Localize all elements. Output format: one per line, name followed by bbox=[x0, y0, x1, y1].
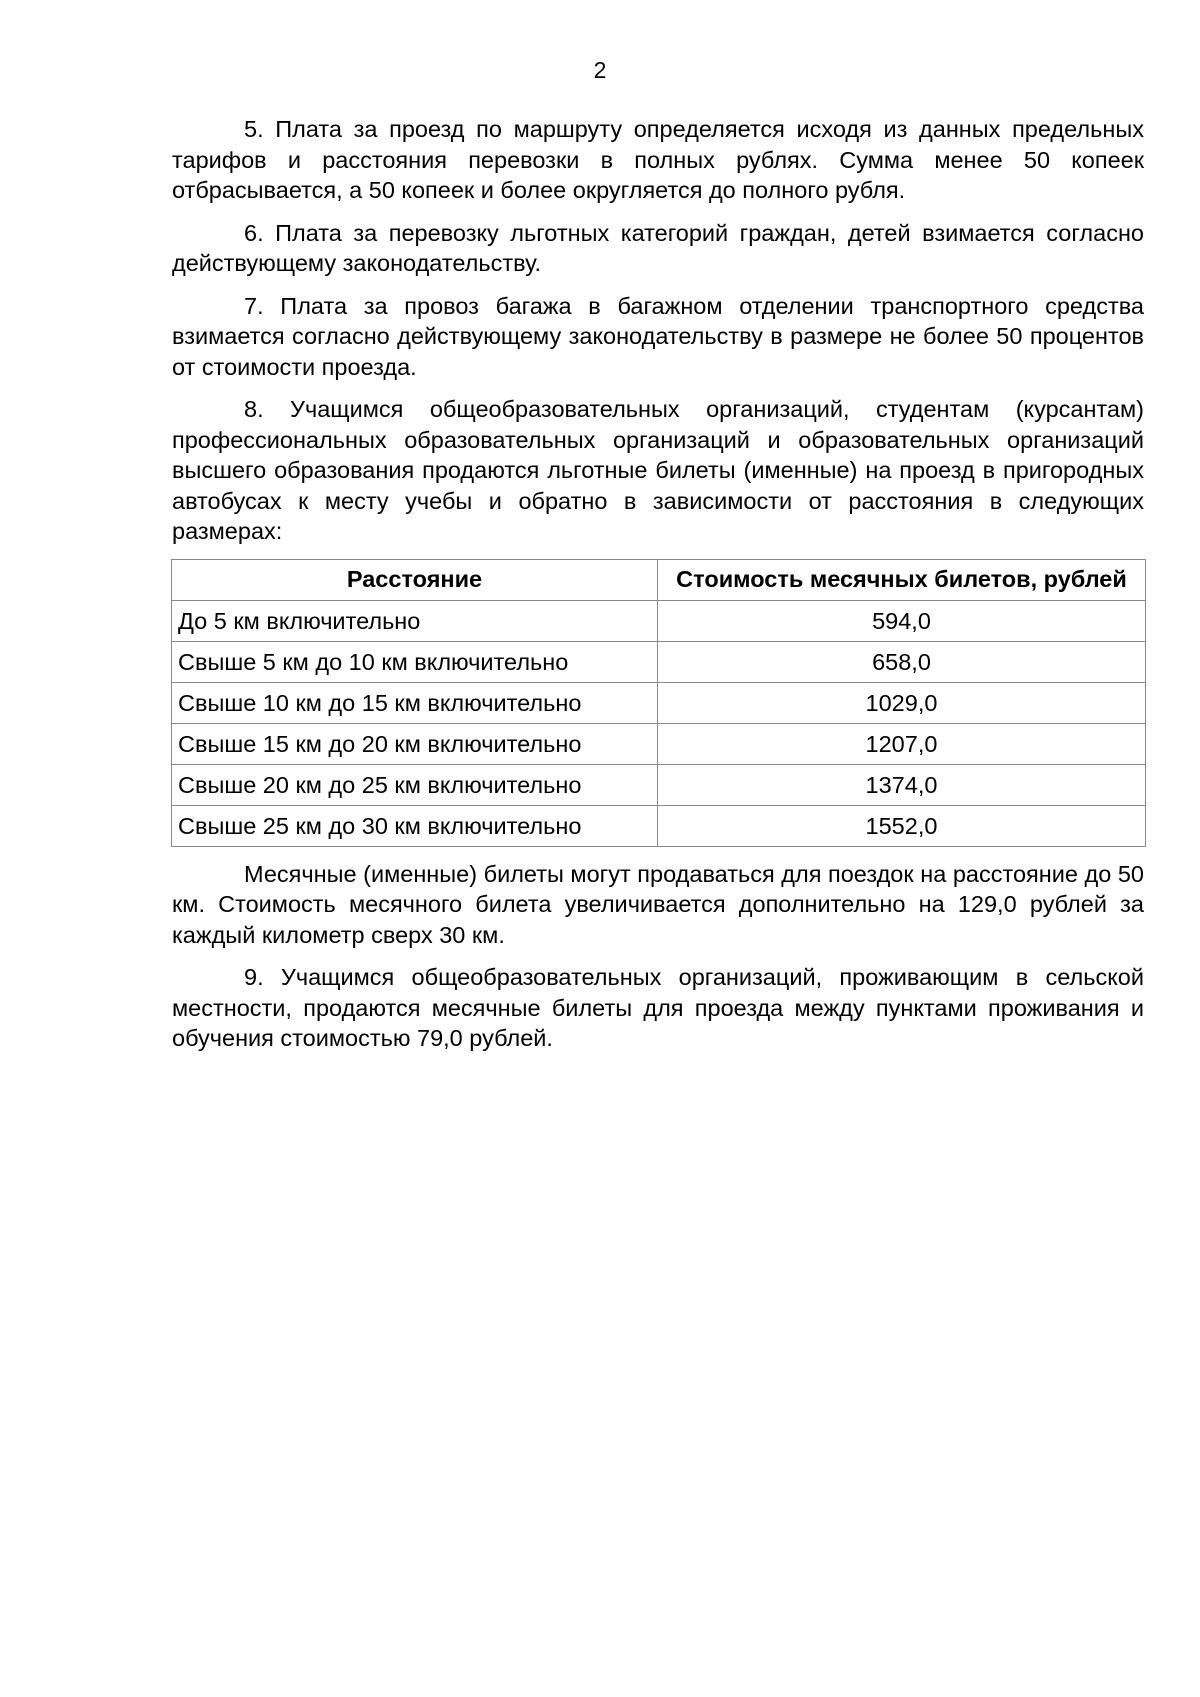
header-monthly-price: Стоимость месячных билетов, рублей bbox=[658, 559, 1146, 600]
cell-price: 658,0 bbox=[658, 641, 1146, 682]
table-header-row bbox=[172, 559, 1146, 600]
table-row bbox=[172, 764, 1146, 805]
paragraph-8-student-tickets: 8. Учащимся общеобразовательных организаций, студентам (курсантам) профессиональных образовательных организаций и образовательных организаций высшего образования продаются льготные билеты (именные) на проезд в пригородных автобусах к месту учебы и обратно в зависимости от расстояния в следующих размерах: bbox=[172, 396, 1144, 544]
cell-distance: Свыше 20 км до 25 км включительно bbox=[172, 764, 658, 805]
table-row bbox=[172, 723, 1146, 764]
paragraph-5-fare-calculation: 5. Плата за проезд по маршруту определяется исходя из данных предельных тарифов и расстояния перевозки в полных рублях. Сумма менее 50 копеек отбрасывается, а 50 копеек и более округляется до полного рубля. bbox=[172, 116, 1144, 203]
page-number: 2 bbox=[593, 57, 607, 83]
cell-distance: Свыше 15 км до 20 км включительно bbox=[172, 723, 658, 764]
cell-price: 1029,0 bbox=[658, 682, 1146, 723]
monthly-ticket-price-table bbox=[171, 559, 1146, 847]
header-distance: Расстояние bbox=[172, 559, 658, 600]
document-body bbox=[172, 114, 1144, 1066]
cell-price: 1374,0 bbox=[658, 764, 1146, 805]
cell-distance: Свыше 10 км до 15 км включительно bbox=[172, 682, 658, 723]
cell-distance: Свыше 25 км до 30 км включительно bbox=[172, 805, 658, 846]
table-row bbox=[172, 641, 1146, 682]
table-row bbox=[172, 600, 1146, 641]
paragraph-7-baggage-fee: 7. Плата за провоз багажа в багажном отделении транспортного средства взимается согласно действующему законодательству в размере не более 50 процентов от стоимости проезда. bbox=[172, 292, 1144, 380]
cell-distance: Свыше 5 км до 10 км включительно bbox=[172, 641, 658, 682]
paragraph-9-rural-students: 9. Учащимся общеобразовательных организаций, проживающим в сельской местности, продаются месячные билеты для проезда между пунктами проживания и обучения стоимостью 79,0 рублей. bbox=[172, 964, 1144, 1051]
table-row bbox=[172, 805, 1146, 846]
cell-price: 1552,0 bbox=[658, 805, 1146, 846]
paragraph-6-privileged-categories: 6. Плата за перевозку льготных категорий граждан, детей взимается согласно действующему законодательству. bbox=[172, 219, 1144, 276]
cell-distance: До 5 км включительно bbox=[172, 600, 658, 641]
table-row bbox=[172, 682, 1146, 723]
cell-price: 1207,0 bbox=[658, 723, 1146, 764]
cell-price: 594,0 bbox=[658, 600, 1146, 641]
paragraph-monthly-ticket-extension: Месячные (именные) билеты могут продаваться для поездок на расстояние до 50 км. Стоимость месячного билета увеличивается дополнительно на 129,0 рублей за каждый километр сверх 30 км. bbox=[172, 860, 1144, 948]
